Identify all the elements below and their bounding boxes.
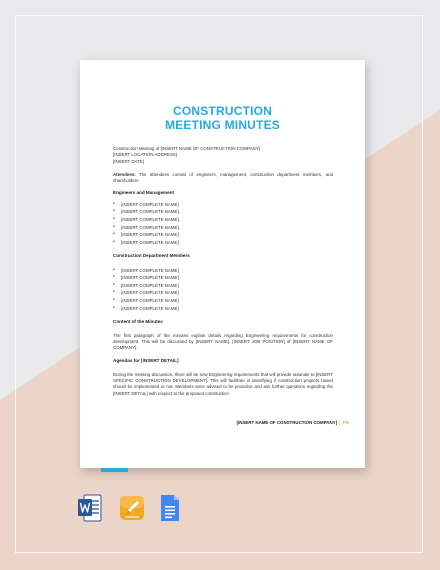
section-heading-agendas: Agendas for [INSERT DETAIL] — [113, 358, 179, 364]
list-item: • [INSERT COMPLETE NAME] — [113, 208, 333, 216]
document-page — [80, 60, 365, 468]
section-heading-content: Content of the Minutes — [113, 319, 163, 325]
section-heading-department: Construction Department Members — [113, 253, 190, 259]
word-icon[interactable] — [78, 494, 102, 522]
list-item: • [INSERT COMPLETE NAME] — [113, 216, 333, 224]
list-item: • [INSERT COMPLETE NAME] — [113, 289, 333, 297]
list-item: • [INSERT COMPLETE NAME] — [113, 224, 333, 232]
list-item: • [INSERT COMPLETE NAME] — [113, 297, 333, 305]
list-item: • [INSERT COMPLETE NAME] — [113, 282, 333, 290]
intro-block: Construction Meeting of [INSERT NAME OF CONSTRUCTION COMPANY] [INSERT LOCATION ADDRESS] [INSERT DATE] — [113, 146, 260, 164]
engineers-list — [113, 201, 333, 247]
agendas-paragraph: During the meeting discussion, there will be new Engineering requirements that will provide rationale to [INSERT SPECIFIC CONSTRUCTION DEVELOPMENT]. This will facilitate in identifying if construction projects raised should be implemented or not. Members were advised to be proactive and ask further questions regarding the [INSERT DETAIL] with respect to the proposed construction — [113, 371, 333, 396]
document-title: CONSTRUCTION MEETING MINUTES — [164, 104, 280, 132]
attendees-paragraph: Attendees: The attendees consist of engineers, management, construction department members, and shareholders. — [113, 171, 333, 184]
google-docs-icon[interactable] — [158, 494, 182, 522]
document-body — [113, 146, 333, 397]
pages-icon[interactable] — [120, 494, 144, 522]
content-paragraph: The first paragraph of the minutes explain details regarding Engineering requirements for construction development. This will be discussed by [INSERT NAME], [INSERT JOB POSITION] of [INSERT NAME OF COMPANY]. — [113, 332, 333, 351]
list-item: • [INSERT COMPLETE NAME] — [113, 201, 333, 209]
list-item: • [INSERT COMPLETE NAME] — [113, 239, 333, 247]
list-item: • [INSERT COMPLETE NAME] — [113, 267, 333, 275]
list-item: • [INSERT COMPLETE NAME] — [113, 305, 333, 313]
list-item: • [INSERT COMPLETE NAME] — [113, 274, 333, 282]
department-list — [113, 267, 333, 313]
section-heading-engineers: Engineers and Management — [113, 190, 175, 196]
page-accent-bar — [101, 468, 128, 472]
list-item: • [INSERT COMPLETE NAME] — [113, 231, 333, 239]
page-footer: [INSERT NAME OF CONSTRUCTION COMPANY] | PG — [236, 420, 349, 425]
